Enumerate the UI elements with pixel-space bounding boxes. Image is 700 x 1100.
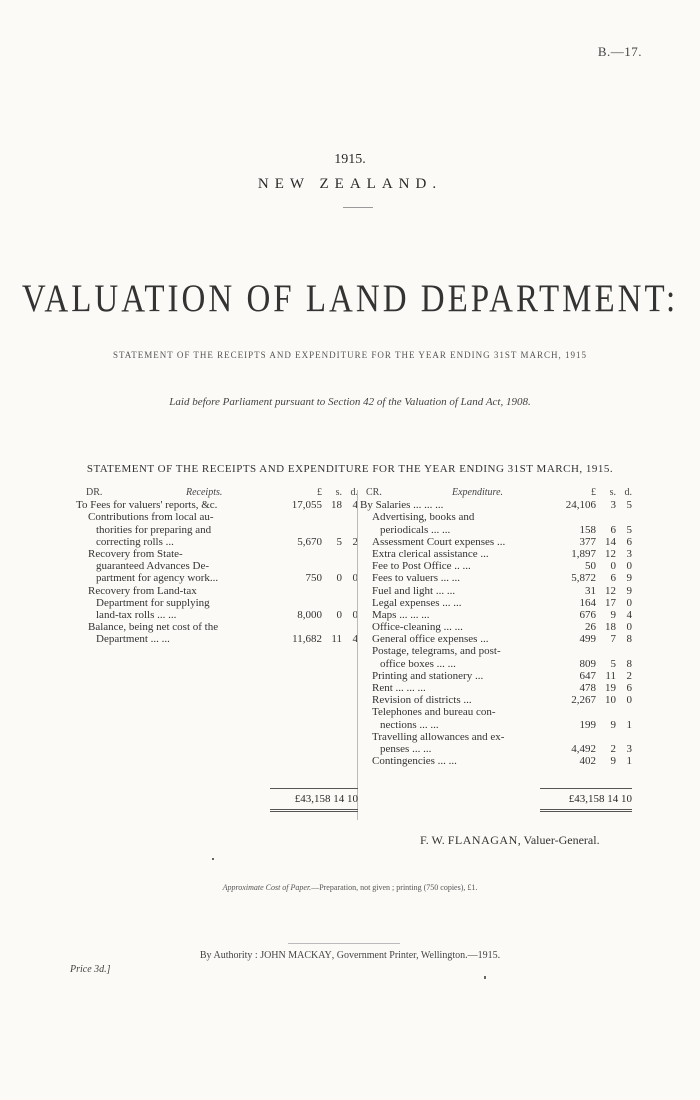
schedule-title: STATEMENT OF THE RECEIPTS AND EXPENDITURE FOR THE YEAR ENDING 31ST MARCH, 1915.: [86, 463, 614, 475]
receipts-item-amount: [278, 633, 358, 645]
receipts-item-label: partment for agency work...: [96, 572, 219, 585]
receipts-item-label: Contributions from local au-: [88, 511, 214, 524]
receipts-item-label: Balance, being net cost of the: [88, 621, 219, 634]
expenditure-item-label: By Salaries ... ... ...: [360, 499, 444, 512]
expenditure-row: [360, 706, 632, 718]
receipts-item-shillings: 11: [331, 633, 342, 646]
approx-text: —Preparation, not given ; printing (750 copies), £1.: [311, 883, 478, 892]
expenditure-item-pounds: 402: [579, 755, 596, 768]
receipts-item-label: To Fees for valuers' reports, &c.: [76, 499, 218, 512]
expenditure-rows: [360, 499, 632, 767]
page-reference: B.—17.: [597, 44, 642, 59]
document-subtitle: STATEMENT OF THE RECEIPTS AND EXPENDITURE FOR THE YEAR ENDING 31ST MARCH, 1915: [112, 350, 588, 360]
expenditure-item-label: Fee to Post Office .. ...: [372, 560, 471, 573]
expenditure-item-pounds: 2,267: [571, 694, 596, 707]
receipts-item-pounds: 750: [305, 572, 322, 585]
expenditure-item-shillings: 2: [610, 742, 616, 755]
expenditure-item-amount: [552, 560, 632, 572]
printer-name: JOHN MACKAY: [260, 950, 332, 961]
expenditure-item-shillings: 3: [610, 499, 616, 512]
expenditure-item-pounds: 676: [579, 608, 596, 621]
expenditure-item-shillings: 9: [610, 608, 616, 621]
expenditure-item-label: Telephones and bureau con-: [372, 706, 496, 719]
expenditure-row: [360, 511, 632, 523]
expenditure-row: [360, 645, 632, 657]
expenditure-item-shillings: 19: [605, 682, 616, 694]
expenditure-item-shillings: 12: [605, 547, 616, 560]
receipts-row: [76, 572, 358, 584]
expenditure-item-pence: 8: [626, 633, 632, 646]
expenditure-row: [360, 743, 632, 755]
receipts-row: [76, 597, 358, 609]
receipts-item-label: thorities for preparing and: [96, 523, 212, 536]
expenditure-item-pence: 6: [626, 535, 632, 548]
receipts-row: [76, 609, 358, 621]
expenditure-item-shillings: 6: [610, 523, 616, 536]
expenditure-item-pence: 0: [626, 694, 632, 707]
expenditure-row: [360, 524, 632, 536]
receipts-item-pounds: 17,055: [291, 499, 322, 512]
receipts-item-amount: [278, 585, 358, 597]
expenditure-item-pounds: 31: [585, 584, 596, 597]
expenditure-item-amount: [552, 706, 632, 718]
receipts-header-row: [76, 487, 358, 499]
expenditure-sum-line: [540, 788, 632, 789]
expenditure-item-pence: 9: [626, 584, 632, 597]
expenditure-item-shillings: 6: [610, 572, 616, 585]
receipts-total-value: £43,158 14 10: [294, 793, 358, 805]
signature-surname: FLANAGAN: [447, 833, 518, 847]
cr-label: CR.: [366, 487, 382, 498]
expenditure-table: [360, 487, 632, 767]
receipts-item-pounds: 11,682: [292, 633, 322, 646]
expenditure-item-pounds: 377: [579, 535, 596, 548]
expenditure-item-shillings: 10: [605, 694, 616, 707]
receipts-item-label: guaranteed Advances De-: [96, 560, 210, 573]
expenditure-item-label: Postage, telegrams, and post-: [372, 645, 501, 658]
expenditure-item-amount: [552, 585, 632, 597]
signature-title: , Valuer-General.: [517, 833, 600, 847]
receipts-item-pence: 4: [352, 499, 358, 512]
shilling-col: s.: [609, 487, 616, 498]
expenditure-item-pence: 2: [626, 669, 632, 682]
receipts-item-pence: 0: [352, 572, 358, 585]
expenditure-row: [360, 585, 632, 597]
receipts-item-pence: 4: [352, 633, 358, 646]
expenditure-item-pence: 0: [626, 621, 632, 634]
expenditure-item-label: General office expenses ...: [372, 633, 489, 646]
receipts-row: [76, 536, 358, 548]
expenditure-row: [360, 560, 632, 572]
dr-label: DR.: [86, 487, 103, 498]
receipts-item-label: Department ... ...: [96, 633, 170, 646]
expenditure-item-pence: 3: [626, 742, 632, 755]
expenditure-item-label: Fees to valuers ... ...: [372, 572, 460, 585]
footer-divider: [288, 943, 400, 944]
expenditure-item-shillings: 0: [610, 560, 616, 573]
expenditure-item-amount: [552, 755, 632, 767]
expenditure-item-label: Extra clerical assistance ...: [372, 547, 489, 560]
expenditure-item-pounds: 164: [579, 596, 596, 609]
country-heading: NEW ZEALAND.: [257, 176, 443, 192]
receipts-item-pence: 0: [352, 608, 358, 621]
receipts-item-amount: [278, 511, 358, 523]
expenditure-item-label: Revision of districts ...: [372, 694, 472, 707]
expenditure-row: [360, 682, 632, 694]
expenditure-row: [360, 633, 632, 645]
expenditure-row: [360, 536, 632, 548]
expenditure-item-shillings: 17: [605, 596, 616, 609]
printer-authority: [0, 950, 700, 961]
expenditure-item-pounds: 26: [585, 621, 596, 634]
expenditure-item-pence: 5: [626, 499, 632, 512]
receipts-item-label: Recovery from State-: [88, 547, 183, 560]
expenditure-item-label: Maps ... ... ...: [372, 608, 430, 621]
shilling-col: s.: [335, 487, 342, 498]
expenditure-item-shillings: 9: [610, 755, 616, 768]
expenditure-total: [540, 793, 632, 805]
receipts-item-amount: [278, 572, 358, 584]
expenditure-item-amount: [552, 511, 632, 523]
receipts-item-pounds: 5,670: [297, 535, 322, 548]
expenditure-item-pounds: 499: [579, 633, 596, 646]
expenditure-item-shillings: 12: [605, 584, 616, 597]
expenditure-row: [360, 609, 632, 621]
approx-label: Approximate Cost of Paper.: [222, 883, 312, 892]
speck-mark: [212, 858, 214, 860]
expenditure-row: [360, 719, 632, 731]
expenditure-item-amount: [552, 645, 632, 657]
authority-prefix: By Authority :: [199, 950, 258, 961]
receipts-item-label: Recovery from Land-tax: [88, 584, 197, 597]
expenditure-item-amount: [552, 731, 632, 743]
expenditure-row: [360, 755, 632, 767]
year-heading: 1915.: [334, 152, 366, 167]
expenditure-item-amount: [552, 633, 632, 645]
expenditure-item-label: Contingencies ... ...: [372, 755, 457, 768]
expenditure-header-row: [360, 487, 632, 499]
receipts-rows: [76, 499, 358, 645]
expenditure-item-pence: 9: [626, 572, 632, 585]
expenditure-item-amount: [552, 658, 632, 670]
expenditure-item-shillings: 5: [610, 657, 616, 670]
receipts-item-label: correcting rolls ...: [96, 535, 174, 548]
expenditure-item-amount: [552, 621, 632, 633]
receipts-item-amount: [278, 548, 358, 560]
receipts-row: [76, 548, 358, 560]
expenditure-item-amount: [552, 548, 632, 560]
expenditure-item-pounds: 199: [579, 718, 596, 731]
expenditure-item-pounds: 50: [585, 560, 596, 573]
expenditure-item-pence: 1: [626, 755, 632, 768]
pound-col: £: [591, 487, 596, 498]
document-title: VALUATION OF LAND DEPARTMENT:: [21, 278, 679, 321]
pence-col: d.: [350, 487, 358, 498]
expenditure-item-label: periodicals ... ...: [380, 523, 451, 536]
receipts-item-amount: [278, 499, 358, 511]
expenditure-item-pounds: 4,492: [571, 742, 596, 755]
receipts-item-label: Department for supplying: [96, 596, 210, 609]
signature-line: [420, 833, 600, 848]
expenditure-item-pence: 1: [626, 718, 632, 731]
receipts-item-pounds: 8,000: [297, 608, 322, 621]
receipts-item-amount: [278, 597, 358, 609]
receipts-item-shillings: 0: [336, 608, 342, 621]
expenditure-item-pence: 4: [626, 608, 632, 621]
receipts-row: [76, 621, 358, 633]
expenditure-item-amount: [552, 499, 632, 511]
receipts-item-amount: [278, 621, 358, 633]
expenditure-item-pounds: 5,872: [571, 572, 596, 585]
authority-suffix: , Government Printer, Wellington.—1915.: [331, 950, 501, 961]
expenditure-item-amount: [552, 719, 632, 731]
expenditure-item-pounds: 478: [579, 682, 596, 694]
expenditure-item-label: nections ... ...: [380, 718, 439, 731]
pound-col: £: [317, 487, 322, 498]
expenditure-item-label: Travelling allowances and ex-: [372, 730, 505, 743]
expenditure-item-amount: [552, 682, 632, 694]
receipts-item-shillings: 0: [336, 572, 342, 585]
receipts-heading: Receipts.: [186, 487, 223, 498]
approximate-cost-note: [0, 883, 700, 892]
receipts-item-shillings: 18: [331, 499, 342, 512]
pence-col: d.: [624, 487, 632, 498]
expenditure-row: [360, 499, 632, 511]
expenditure-item-amount: [552, 670, 632, 682]
receipts-row: [76, 585, 358, 597]
expenditure-item-label: office boxes ... ...: [380, 657, 456, 670]
expenditure-item-shillings: 18: [605, 621, 616, 634]
expenditure-row: [360, 731, 632, 743]
laid-before-note: Laid before Parliament pursuant to Section 42 of the Valuation of Land Act, 1908.: [169, 396, 531, 408]
expenditure-item-amount: [552, 572, 632, 584]
receipts-sum-line: [270, 788, 358, 789]
receipts-double-rule: [270, 809, 358, 812]
receipts-item-pence: 2: [352, 535, 358, 548]
expenditure-row: [360, 597, 632, 609]
expenditure-item-label: Rent ... ... ...: [372, 682, 426, 694]
receipts-item-amount: [278, 536, 358, 548]
expenditure-item-pence: 3: [626, 547, 632, 560]
expenditure-row: [360, 670, 632, 682]
expenditure-item-amount: [552, 524, 632, 536]
expenditure-item-label: Office-cleaning ... ...: [372, 621, 463, 634]
expenditure-row: [360, 694, 632, 706]
expenditure-item-shillings: 7: [610, 633, 616, 646]
expenditure-item-label: Printing and stationery ...: [372, 669, 484, 682]
expenditure-item-pounds: 24,106: [565, 499, 596, 512]
receipts-item-amount: [278, 524, 358, 536]
expenditure-row: [360, 658, 632, 670]
receipts-row: [76, 499, 358, 511]
receipts-row: [76, 524, 358, 536]
receipts-item-shillings: 5: [336, 535, 342, 548]
expenditure-item-label: penses ... ...: [380, 742, 432, 755]
expenditure-item-pounds: 647: [579, 669, 596, 682]
expenditure-double-rule: [540, 809, 632, 812]
expenditure-row: [360, 621, 632, 633]
expenditure-item-pence: 5: [626, 523, 632, 536]
receipts-table: [76, 487, 358, 645]
expenditure-item-amount: [552, 694, 632, 706]
receipts-row: [76, 511, 358, 523]
expenditure-item-label: Legal expenses ... ...: [372, 596, 462, 609]
receipts-item-amount: [278, 560, 358, 572]
expenditure-item-pounds: 1,897: [571, 547, 596, 560]
expenditure-item-amount: [552, 609, 632, 621]
price-note: Price 3d.]: [70, 964, 111, 975]
expenditure-item-label: Advertising, books and: [372, 511, 475, 524]
expenditure-item-amount: [552, 536, 632, 548]
receipts-row: [76, 633, 358, 645]
title-divider: [343, 207, 373, 208]
expenditure-item-pounds: 158: [579, 523, 596, 536]
column-divider: [357, 490, 358, 820]
expenditure-item-pounds: 809: [579, 657, 596, 670]
expenditure-item-pence: 0: [626, 560, 632, 573]
expenditure-item-shillings: 14: [605, 535, 616, 548]
expenditure-item-shillings: 11: [605, 669, 616, 682]
expenditure-item-label: Fuel and light ... ...: [372, 584, 456, 597]
expenditure-item-shillings: 9: [610, 718, 616, 731]
receipts-row: [76, 560, 358, 572]
signature-initials: F. W.: [420, 833, 445, 847]
expenditure-item-pence: 8: [626, 657, 632, 670]
receipts-total: [270, 793, 358, 805]
expenditure-row: [360, 572, 632, 584]
speck-mark-lower: [484, 976, 486, 979]
receipts-item-label: land-tax rolls ... ...: [96, 608, 177, 621]
expenditure-item-label: Assessment Court expenses ...: [372, 535, 506, 548]
expenditure-item-pence: 6: [626, 682, 632, 694]
expenditure-row: [360, 548, 632, 560]
expenditure-item-pence: 0: [626, 596, 632, 609]
expenditure-item-amount: [552, 743, 632, 755]
expenditure-item-amount: [552, 597, 632, 609]
expenditure-total-value: £43,158 14 10: [568, 793, 632, 805]
receipts-item-amount: [278, 609, 358, 621]
expenditure-heading: Expenditure.: [452, 487, 504, 498]
